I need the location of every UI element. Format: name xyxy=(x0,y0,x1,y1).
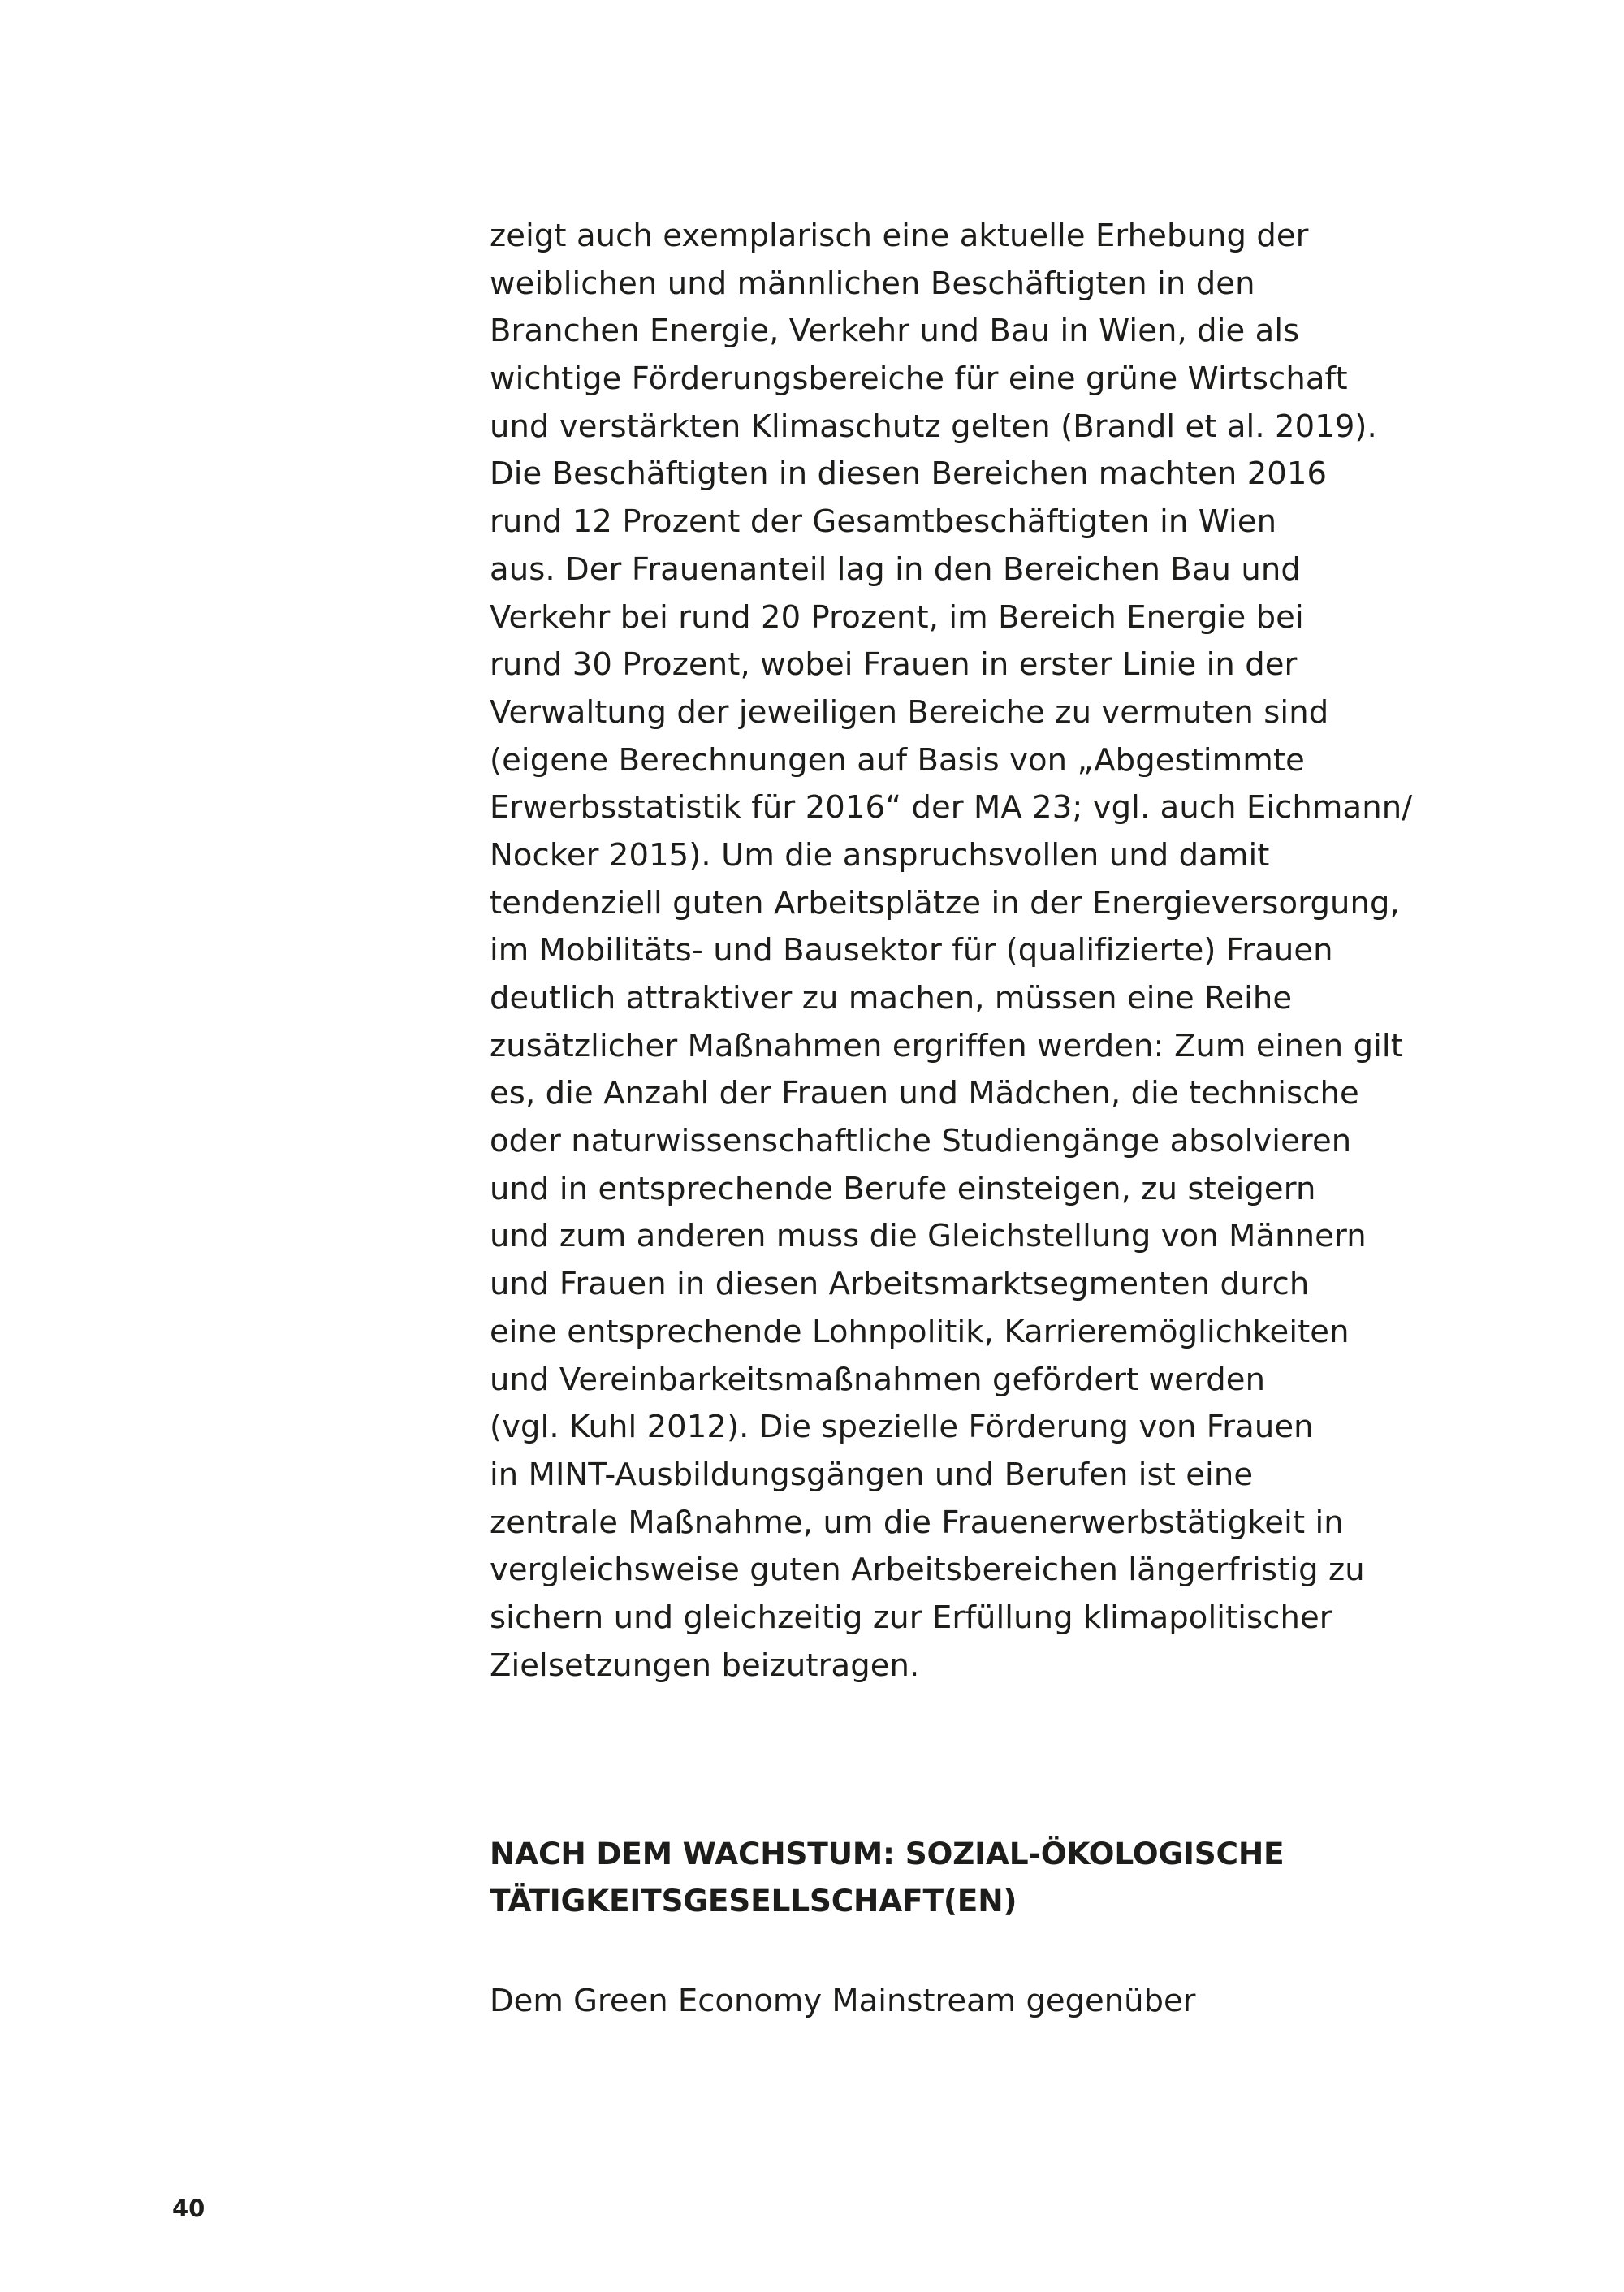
body-paragraph xyxy=(490,213,1415,1690)
section-heading xyxy=(490,1830,1415,1924)
body-line: rund 12 Prozent der Gesamtbeschäftigten in Wien xyxy=(490,503,1277,541)
body-line: Zielsetzungen beizutragen. xyxy=(490,1647,920,1684)
body-line: eine entsprechende Lohnpolitik, Karrieremöglichkeiten xyxy=(490,1313,1350,1350)
body-line: zentrale Maßnahme, um die Frauenerwerbstätigkeit in xyxy=(490,1504,1344,1541)
body-line: und Frauen in diesen Arbeitsmarktsegmenten durch xyxy=(490,1266,1310,1303)
body-line: oder naturwissenschaftliche Studiengänge absolvieren xyxy=(490,1123,1352,1160)
section-lead-text: Dem Green Economy Mainstream gegenüber xyxy=(490,1983,1196,2019)
body-line: Erwerbsstatistik für 2016“ der MA 23; vgl. auch Eichmann/ xyxy=(490,789,1413,827)
body-line: wichtige Förderungsbereiche für eine grüne Wirtschaft xyxy=(490,360,1348,398)
section-heading-line: NACH DEM WACHSTUM: SOZIAL-ÖKOLOGISCHE xyxy=(490,1836,1285,1871)
section-heading-line: TÄTIGKEITSGESELLSCHAFT(EN) xyxy=(490,1883,1017,1919)
body-line: es, die Anzahl der Frauen und Mädchen, die technische xyxy=(490,1075,1359,1112)
body-line: vergleichsweise guten Arbeitsbereichen längerfristig zu xyxy=(490,1552,1365,1589)
body-line: (eigene Berechnungen auf Basis von „Abgestimmte xyxy=(490,741,1305,779)
body-line: (vgl. Kuhl 2012). Die spezielle Förderung von Frauen xyxy=(490,1409,1314,1446)
body-line: und zum anderen muss die Gleichstellung von Männern xyxy=(490,1218,1367,1255)
body-line: Verkehr bei rund 20 Prozent, im Bereich Energie bei xyxy=(490,598,1304,636)
body-line: zusätzlicher Maßnahmen ergriffen werden: Zum einen gilt xyxy=(490,1027,1403,1064)
body-line: tendenziell guten Arbeitsplätze in der Energieversorgung, xyxy=(490,884,1400,922)
body-line: Verwaltung der jeweiligen Bereiche zu vermuten sind xyxy=(490,693,1329,731)
body-line: weiblichen und männlichen Beschäftigten in den xyxy=(490,265,1255,302)
body-line: Die Beschäftigten in diesen Bereichen machten 2016 xyxy=(490,455,1328,493)
body-line: deutlich attraktiver zu machen, müssen eine Reihe xyxy=(490,980,1293,1017)
body-line: im Mobilitäts- und Bausektor für (qualifizierte) Frauen xyxy=(490,932,1333,969)
body-line: und in entsprechende Berufe einsteigen, zu steigern xyxy=(490,1170,1316,1207)
body-line: aus. Der Frauenanteil lag in den Bereichen Bau und xyxy=(490,550,1301,588)
body-line: rund 30 Prozent, wobei Frauen in erster Linie in der xyxy=(490,646,1298,684)
body-line: Nocker 2015). Um die anspruchsvollen und damit xyxy=(490,836,1270,874)
body-line: in MINT-Ausbildungsgängen und Berufen ist eine xyxy=(490,1456,1254,1493)
body-line: zeigt auch exemplarisch eine aktuelle Erhebung der xyxy=(490,218,1309,254)
page-number: 40 xyxy=(172,2195,205,2222)
body-line: Branchen Energie, Verkehr und Bau in Wien, die als xyxy=(490,313,1300,350)
body-line: sichern und gleichzeitig zur Erfüllung klimapolitischer xyxy=(490,1599,1332,1636)
body-line: und Vereinbarkeitsmaßnahmen gefördert werden xyxy=(490,1361,1266,1398)
body-line: und verstärkten Klimaschutz gelten (Brandl et al. 2019). xyxy=(490,408,1377,445)
